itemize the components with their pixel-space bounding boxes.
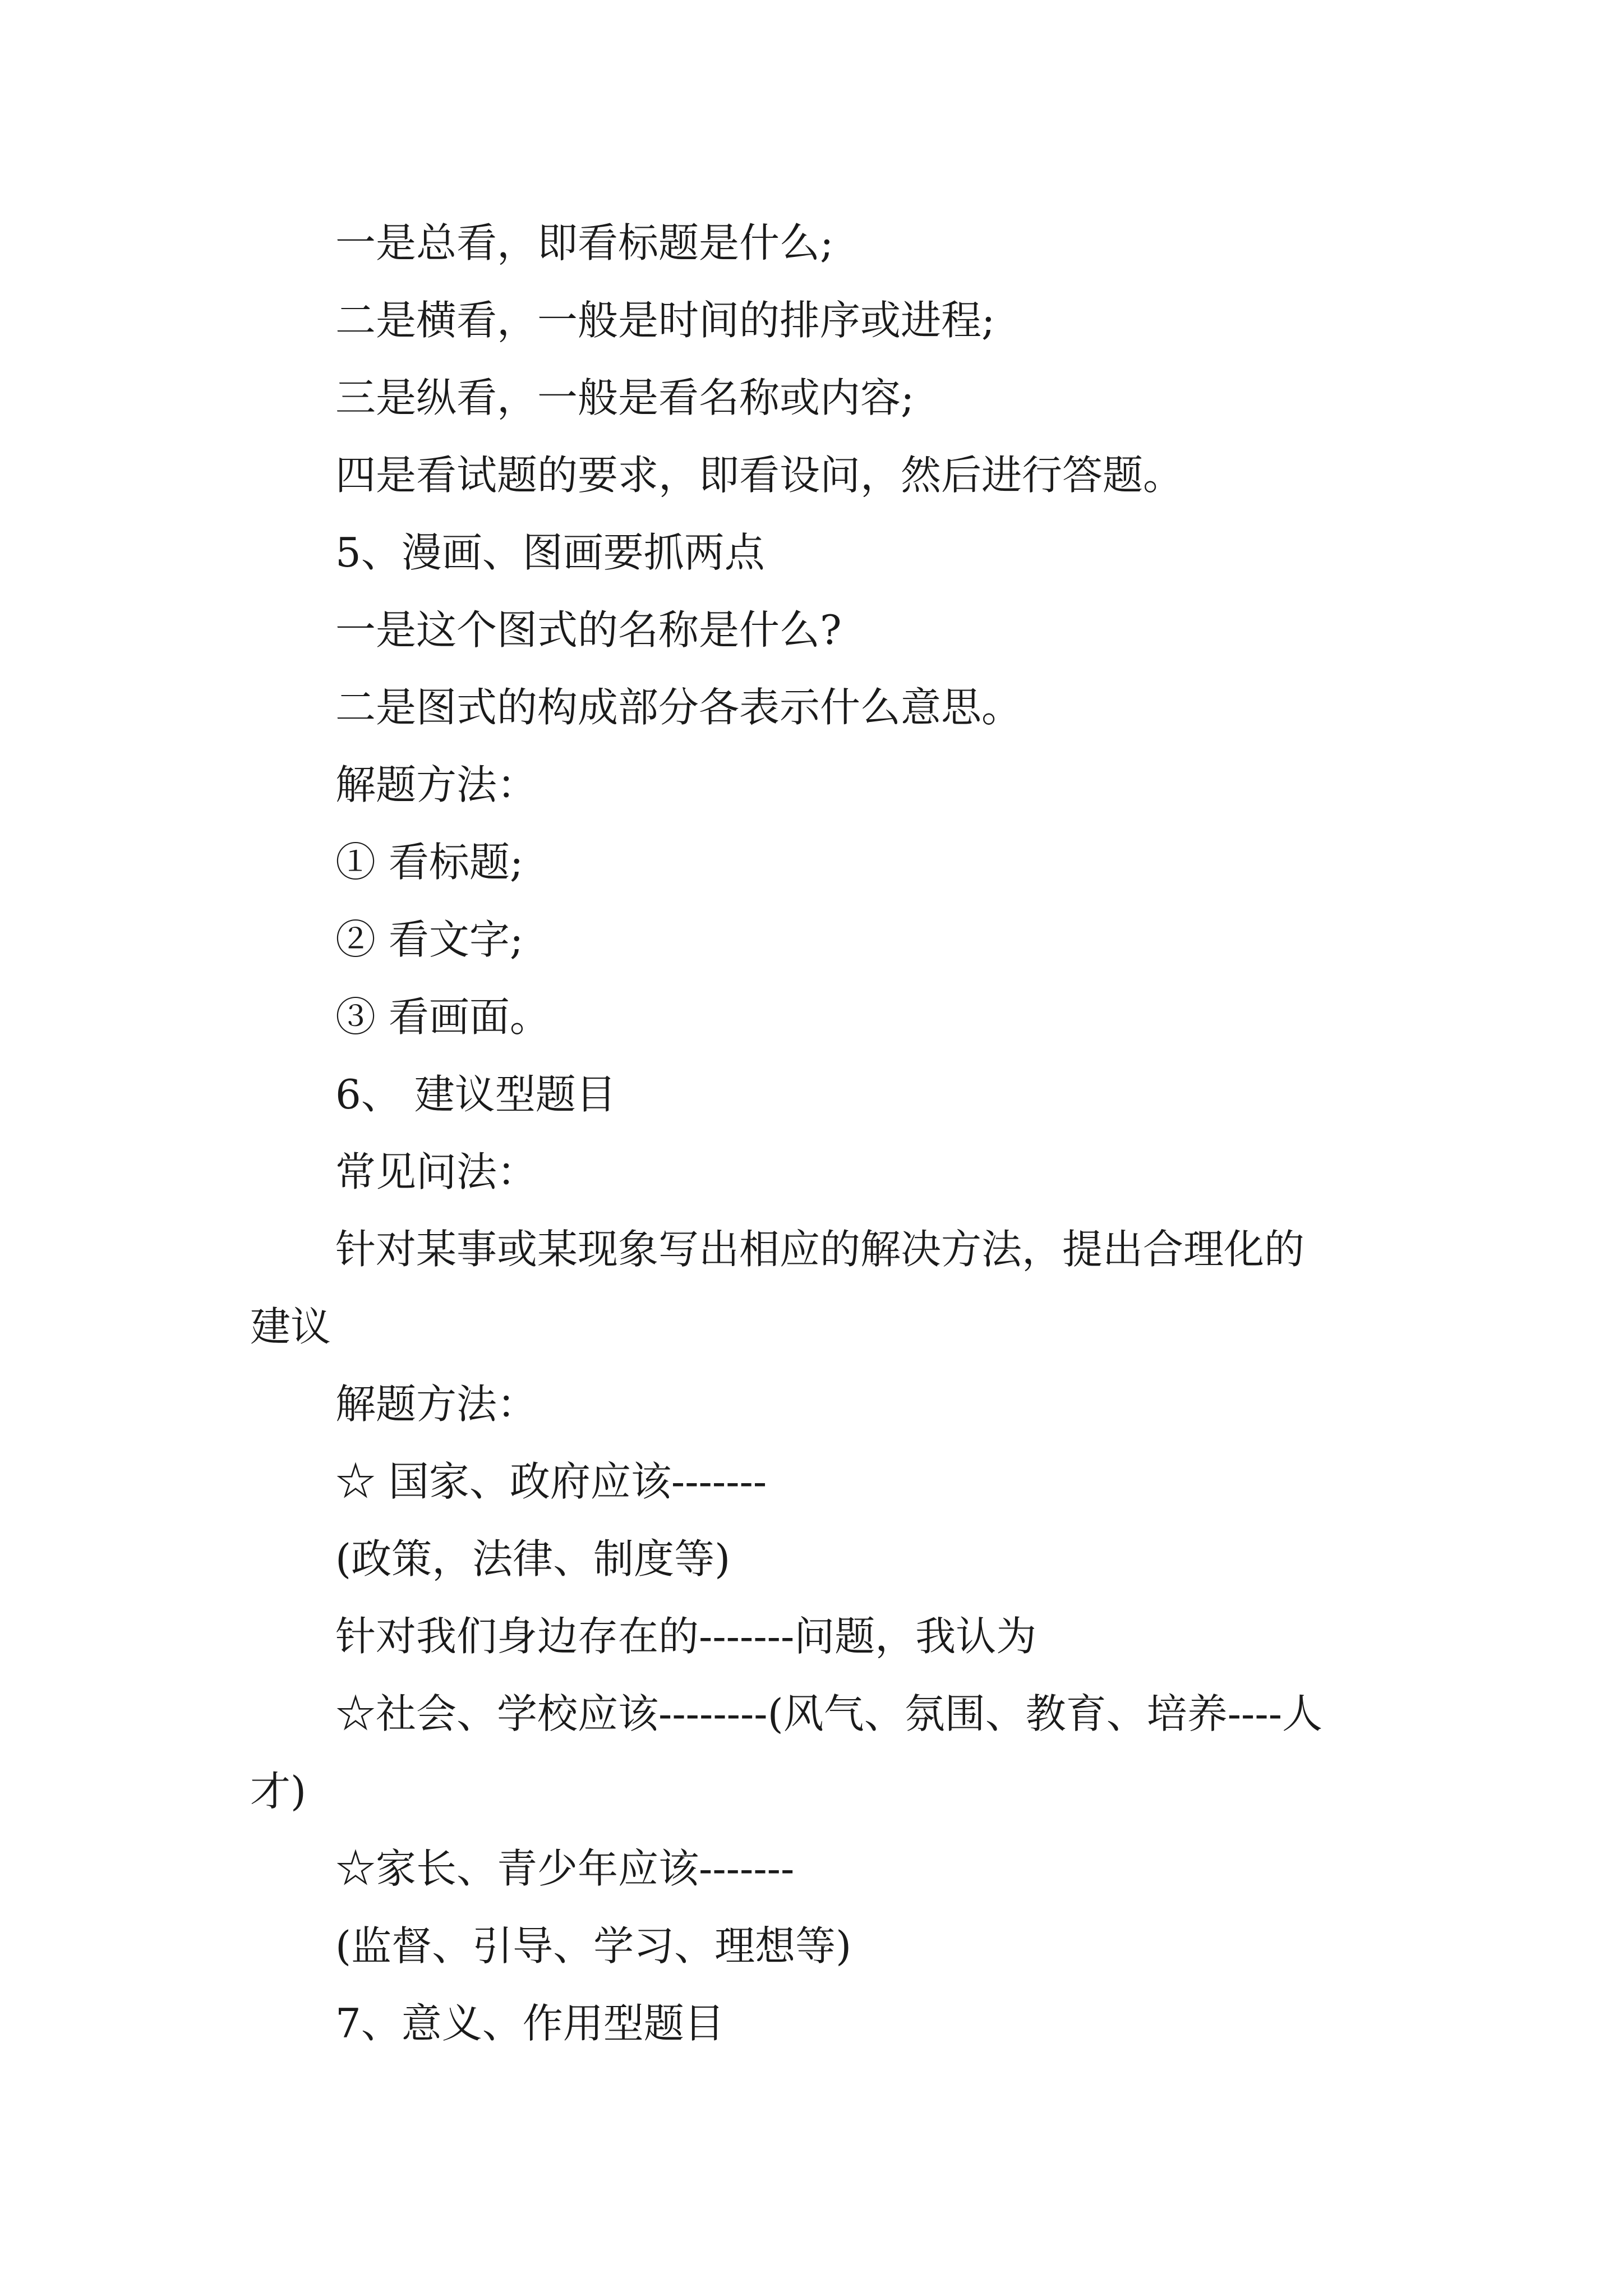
list-item: ③ 看画面。 (335, 993, 550, 1041)
list-item: ② 看文字; (335, 916, 524, 963)
list-item: ① 看标题; (335, 839, 524, 886)
list-item: ☆家长、青少年应该------- (335, 1845, 795, 1892)
list-item: ☆社会、学校应该--------(风气、氛围、教育、培养----人 (335, 1690, 1323, 1737)
text-line: 针对某事或某现象写出相应的解决方法，提出合理化的 (335, 1226, 1305, 1273)
text-line: 二是图式的构成部分各表示什么意思。 (335, 684, 1022, 731)
document-body (250, 204, 1394, 2062)
text-line: (政策，法律、制度等) (335, 1535, 731, 1582)
text-line: 解题方法： (335, 761, 538, 808)
text-line: 常见问法： (335, 1148, 538, 1195)
text-line: 一是这个图式的名称是什么? (335, 606, 842, 654)
text-line: 一是总看，即看标题是什么; (335, 219, 834, 266)
text-line: 三是纵看，一般是看名称或内容; (335, 374, 915, 421)
text-line: (监督、引导、学习、理想等) (335, 1922, 852, 1970)
text-line-continuation: 才) (250, 1768, 307, 1815)
text-line-continuation: 建议 (250, 1303, 331, 1350)
text-line: 解题方法： (335, 1381, 538, 1428)
text-line: 二是横看，一般是时间的排序或进程; (335, 297, 995, 344)
list-item: ☆ 国家、政府应该------- (335, 1458, 767, 1505)
text-line: 四是看试题的要求，即看设问，然后进行答题。 (335, 452, 1184, 499)
text-line: 针对我们身边存在的-------问题，我认为 (335, 1613, 1037, 1660)
section-heading: 7、意义、作用型题目 (335, 2000, 725, 2047)
section-heading: 6、 建议型题目 (335, 1071, 616, 1118)
section-heading: 5、漫画、图画要抓两点 (335, 529, 765, 576)
